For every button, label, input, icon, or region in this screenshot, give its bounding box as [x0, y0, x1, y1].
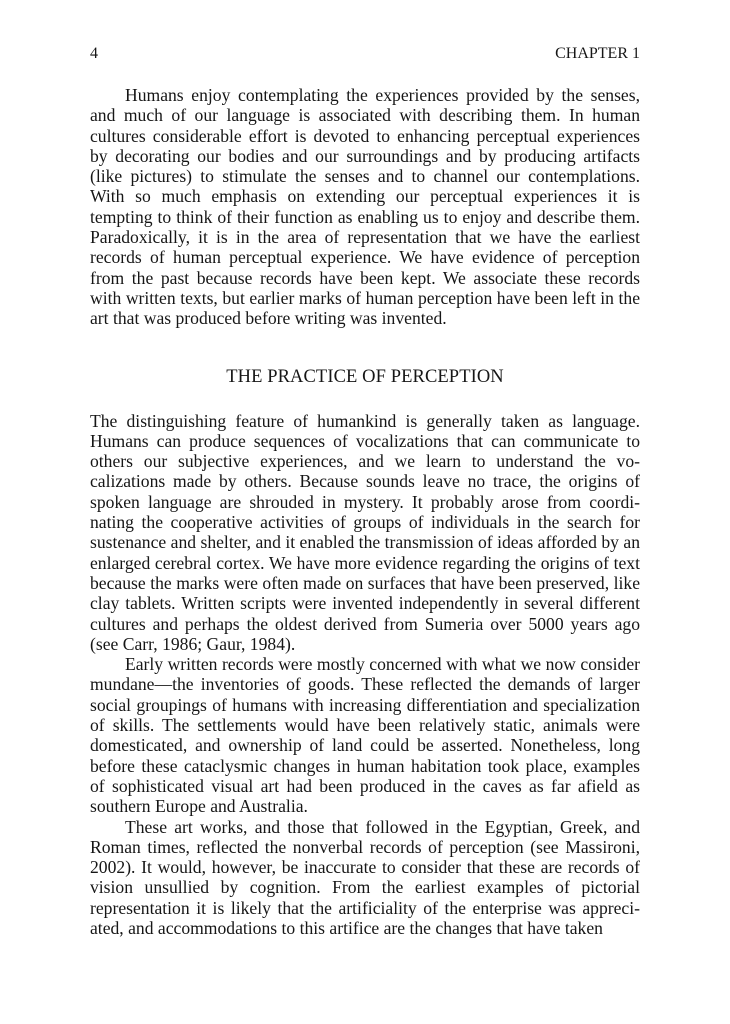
- section-heading: THE PRACTICE OF PERCEPTION: [226, 366, 504, 387]
- chapter-label: CHAPTER 1: [555, 45, 640, 62]
- section-paragraph: Early written records were mostly concerned with what we now consider mundane—the inventories of goods. These reflected the demands of larger social groupings of humans with increasing differentiation and specialization of skills. The settlements would have been relatively static, animals were domesticated, and ownership of land could be asserted. Nonetheless, long before these cataclysmic changes in human habitation took place, examples of sophisticated visual art had been produced in the caves as far afield as southern Europe and Australia.: [90, 654, 640, 817]
- intro-paragraph: Humans enjoy contemplating the experiences provided by the senses, and much of our language is associated with describing them. In human cultures considerable effort is devoted to enhancing perceptual experiences by decorating our bodies and our surroundings and by producing artifacts (like pictures) to stimulate the senses and to channel our contemplations. With so much emphasis on extending our perceptual experiences it is tempting to think of their function as enabling us to enjoy and describe them. Paradoxically, it is in the area of representation that we have the earliest records of human perceptual experience. We have evidence of perception from the past because records have been kept. We associate these records with written texts, but earlier marks of human perception have been left in the art that was produced before writing was invented.: [90, 85, 640, 329]
- section-paragraph: The distinguishing feature of humankind is generally taken as language. Humans can produce sequences of vocalizations that can communicate to others our subjective experiences, and we learn to understand the vocalizations made by others. Because sounds leave no trace, the origins of spoken language are shrouded in mystery. It probably arose from coordinating the cooperative activities of groups of individuals in the search for sustenance and shelter, and it enabled the transmission of ideas afforded by an enlarged cerebral cortex. We have more evidence regarding the origins of text because the marks were often made on surfaces that have been preserved, like clay tablets. Written scripts were invented independently in several different cultures and perhaps the oldest derived from Sumeria over 5000 years ago (see Carr, 1986; Gaur, 1984).: [90, 410, 640, 654]
- running-head: [90, 44, 640, 64]
- section-paragraph: These art works, and those that followed in the Egyptian, Greek, and Roman times, reflected the nonverbal records of perception (see Massironi, 2002). It would, however, be inaccurate to consider that these are records of vision unsullied by cognition. From the earliest examples of pictorial representation it is likely that the artificiality of the enterprise was appreciated, and accommodations to this artifice are the changes that have taken: [90, 816, 640, 938]
- book-page: [90, 44, 640, 938]
- page-number: 4: [90, 45, 98, 62]
